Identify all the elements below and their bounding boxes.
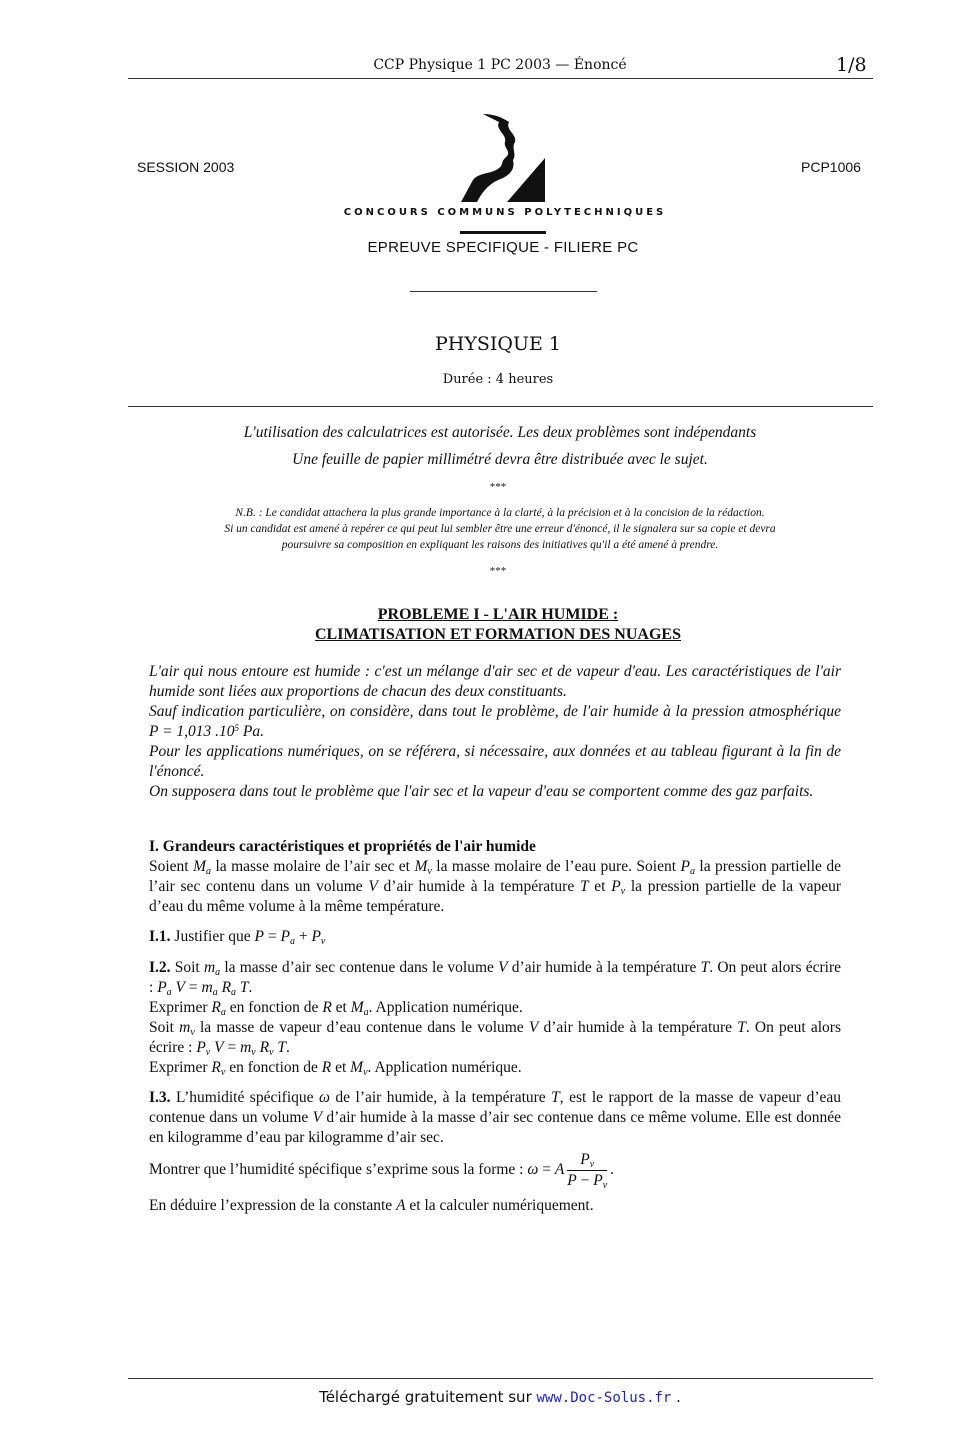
title-rule: [128, 406, 873, 407]
running-header-title: CCP Physique 1 PC 2003 — Énoncé: [373, 57, 627, 73]
question-I2-mv: Soit $m_v$ la masse de vapeur d’eau contenue dans le volume V d’air humide à la température T. On peut alors écrire : $P_v$ $V = m_v$ $R_v$ T.: [149, 1019, 841, 1058]
paper-note: Une feuille de papier millimétré devra être distribuée avec le sujet.: [292, 451, 708, 468]
section-1-intro: Soient $M_a$ la masse molaire de l’air sec et $M_v$ la masse molaire de l’eau pure. Soient $P_a$ la pression partielle de l’air sec contenu dans un volume V d’air humide à la température T et $P_v$ la pression partielle de la vapeur d’eau du même volume à la même température.: [149, 858, 841, 915]
footer-dot: .: [671, 1388, 681, 1406]
question-I3-constant: En déduire l’expression de la constante A et la calculer numériquement.: [149, 1197, 594, 1214]
org-name: CONCOURS COMMUNS POLYTECHNIQUES: [343, 207, 667, 218]
question-I2-rv: Exprimer $R_v$ en fonction de R et $M_v$. Application numérique.: [149, 1059, 522, 1078]
footer-link[interactable]: www.Doc-Solus.fr: [536, 1390, 672, 1406]
formula-fraction: $\frac{P_v}{P - P_v}$: [567, 1151, 608, 1191]
question-I3-formula: Montrer que l’humidité spécifique s’exprime sous la forme : ω = A $\frac{P_v}{P - P_v}$ .: [149, 1151, 615, 1191]
question-I2-ra: Exprimer $R_a$ en fonction de R et $M_a$. Application numérique.: [149, 999, 523, 1018]
problem-title-2: CLIMATISATION ET FORMATION DES NUAGES: [315, 626, 681, 643]
short-rule: [410, 291, 597, 292]
exam-code: PCP1006: [801, 159, 861, 175]
calculator-note: L'utilisation des calculatrices est autorisée. Les deux problèmes sont indépendants: [243, 424, 757, 441]
separator-stars-2: ***: [489, 565, 507, 577]
footer-text: Téléchargé gratuitement sur: [319, 1388, 537, 1406]
separator-stars: ***: [489, 481, 507, 493]
question-I3-text: I.3. L’humidité spécifique ω de l’air humide, à la température T, est le rapport de la masse de vapeur d’eau contenue dans un volume V d’air humide à la masse d’air sec contenue dans ce même volume. Elle est donnée en kilogramme d’eau par kilogramme d’air sec.: [149, 1089, 841, 1146]
question-I2: [149, 958, 841, 1078]
header-rule: [128, 78, 873, 79]
intro-line-2-text: Sauf indication particulière, on considère, dans tout le problème, de l'air humide à la pression atmosphérique P = 1,013 .10: [149, 703, 841, 740]
org-underline: [460, 231, 546, 234]
epreuve-label: EPREUVE SPECIFIQUE - FILIERE PC: [367, 239, 639, 256]
intro-line-3: Pour les applications numériques, on se référera, si nécessaire, aux données et au tableau figurant à la fin de l'énoncé.: [149, 743, 841, 780]
question-I1: I.1. Justifier que $P = P_a + P_v$: [149, 928, 326, 947]
nb-line-2: Si un candidat est amené à repérer ce qui peut lui sembler être une erreur d'énoncé, il le signalera sur sa copie et devra: [224, 523, 776, 535]
section-1: [149, 837, 841, 917]
duration: Durée : 4 heures: [442, 372, 554, 387]
section-1-heading: I. Grandeurs caractéristiques et propriétés de l'air humide: [149, 838, 536, 855]
intro-line-1: L'air qui nous entoure est humide : c'est un mélange d'air sec et de vapeur d'eau. Les caractéristiques de l'air humide sont liées aux proportions de chacun des deux constituants.: [149, 663, 841, 700]
subject-title: PHYSIQUE 1: [434, 333, 561, 355]
question-I2-text: I.2. Soit $m_a$ la masse d’air sec contenue dans le volume V d’air humide à la température T. On peut alors écrire : $P_a$ $V = m_a$ $R_a$ T.: [149, 959, 841, 998]
session-label: SESSION 2003: [137, 159, 235, 175]
page-number: 1/8: [836, 54, 867, 76]
intro-line-2-exponent: 5: [234, 723, 240, 733]
intro-line-2-unit: Pa.: [239, 723, 264, 740]
nb-line-1: N.B. : Le candidat attachera la plus grande importance à la clarté, à la précision et à la concision de la rédaction.: [235, 507, 765, 519]
nb-line-3: poursuivre sa composition en expliquant les raisons des initiatives qu'il a été amené à prendre.: [281, 539, 719, 551]
question-I3: [149, 1088, 841, 1148]
intro-line-2: [149, 702, 841, 742]
intro-line-4: On supposera dans tout le problème que l'air sec et la vapeur d'eau se comportent comme des gaz parfaits.: [149, 783, 814, 800]
intro-paragraph: [149, 662, 841, 802]
problem-title-1: PROBLEME I - L'AIR HUMIDE :: [377, 606, 619, 623]
footer: [200, 1388, 800, 1406]
ccp-logo-icon: [455, 112, 551, 204]
footer-rule: [128, 1378, 873, 1379]
